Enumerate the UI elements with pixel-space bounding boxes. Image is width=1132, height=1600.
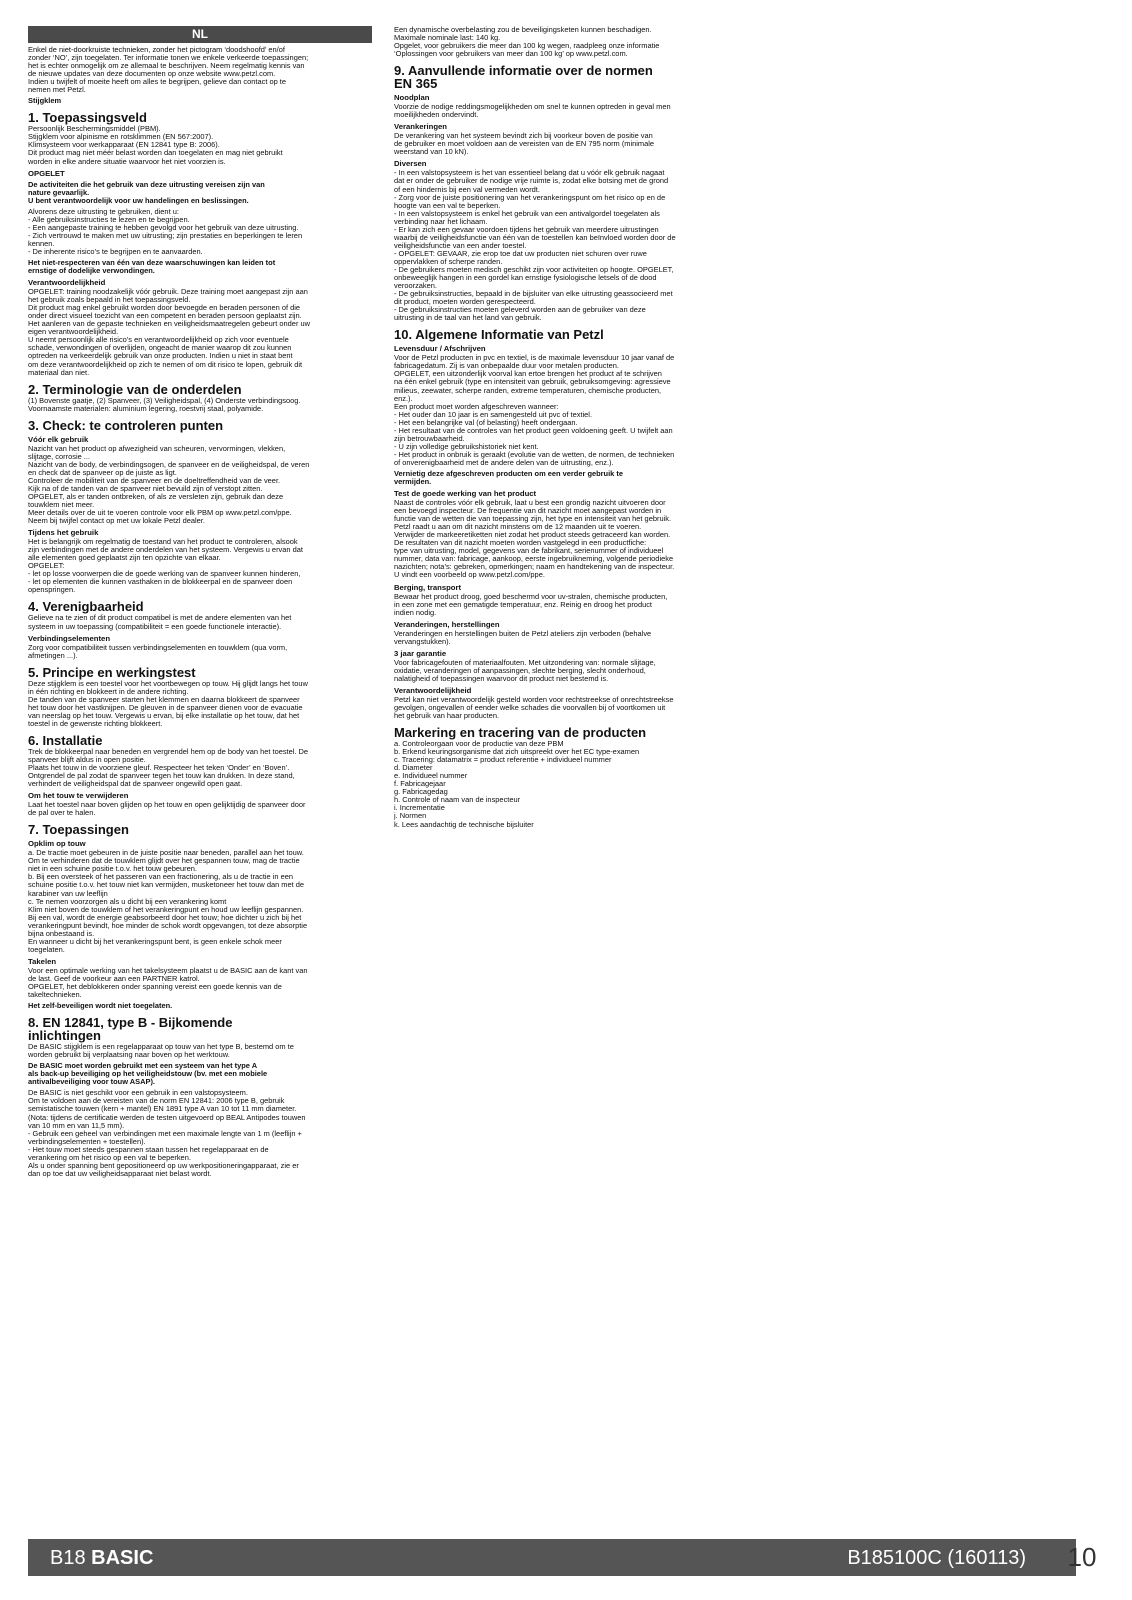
footer (28, 1539, 1076, 1576)
section-1-responsibility-heading: Verantwoordelijkheid (28, 278, 106, 288)
section-4-text: Gelieve na te zien of dit product compatibel is met de andere elementen van het systeem in uw toepassing (compatibiliteit = een goede functionele interactie). (28, 613, 292, 631)
section-3-text-1: Nazicht van het product op afwezigheid van scheuren, vervormingen, vlekken, slijtage, corrosie ... Nazicht van de body, de verbindingsogen, de spanveer en de veiligheidspal, de veren en check dat de spanveer op de juiste as ligt. Controleer de mobiliteit van de spanveer en de doeltreffendheid van de veer. Kijk na of de tanden van de spanveer niet bevuild zijn of verstopt zitten. OPGELET, als er tanden ontbreken, of als ze versleten zijn, gebruik dan deze touwklem niet meer. Meer details over de uit te voeren controle voor elk PBM op www.petzl.com/ppe. Neem bij twijfel contact op met uw lokale Petzl dealer. (28, 443, 310, 526)
document-reference: B185100C (160113) (847, 1547, 1026, 1569)
section-3-heading-2: Tijdens het gebruik (28, 528, 99, 538)
section-4-text-1: Zorg voor compatibiliteit tussen verbindingselementen en touwklem (qua vorm, afmetingen ...). (28, 642, 288, 660)
section-9-heading-3: Diversen (394, 159, 427, 169)
section-9-title: 9. Aanvullende informatie over de normen EN 365 (394, 63, 653, 92)
section-8-text-2: De BASIC is niet geschikt voor een gebruik in een valstopsysteem. Om te voldoen aan de vereisten van de norm EN 12841: 2006 type B, gebruik semistatische touwen (kern + mantel) EN 1891 type A van 10 tot 11 mm diameter. (Nota: tijdens de certificatie werden de testen uitgevoerd op BEAL Antipodes touwen van 10 mm en van 11,5 mm). - Gebruik een geheel van verbindingen met een maximale lengte van 1 m (leeflijn + verbindingselementen + toestellen). - Het touw moet steeds gespannen staan tussen het regelapparaat en de verankering om het risico op een val te beperken. Als u onder spanning bent gepositioneerd op uw werkpositioneringapparaat, zie er dan op toe dat uw veiligheidsapparaat niet belast wordt. (28, 1088, 306, 1178)
section-7-bold: Het zelf-beveiligen wordt niet toegelaten. (28, 1001, 173, 1011)
section-10-text-5: Voor fabricagefouten of materiaalfouten. Met uitzondering van: normale slijtage, oxidatie, veranderingen of aanpassingen, slechte berging, slecht onderhoud, nalatigheid of toepassingen waarvoor dit product niet bestemd is. (394, 657, 656, 683)
section-8-bold: De BASIC moet worden gebruikt met een systeem van het type A als back-up beveiliging op het veiligheidstouw (bv. met een mobiele antivalbeveiliging voor touw ASAP). (28, 1061, 268, 1087)
section-7-text-1: a. De tractie moet gebeuren in de juiste positie naar beneden, parallel aan het touw. Om te verhinderen dat de touwklem glijdt over het gespannen touw, mag de tractie niet in een schuine positie t.o.v. het touw gebeuren. b. Bij een oversteek of het passeren van een fractionering, als u de tractie in een schuine positie t.o.v. het touw niet kan vermijden, musketoneer het touw dan met de karabiner van uw leeflijn c. Te nemen voorzorgen als u dicht bij een verankering komt Klim niet boven de touwklem of het verankeringpunt en houd uw leeflijn gespannen. Bij een val, wordt de energie geabsorbeerd door het touw; hoe dichter u zich bij het verankeringpunt bevindt, hoe minder de schok wordt opgevangen, tot deze absorptie bijna onbestaand is. En wanneer u dicht bij het verankeringspunt bent, is geen enkele schok meer toegelaten. (28, 848, 308, 954)
section-6-text: Trek de blokkeerpal naar beneden en vergrendel hem op de body van het toestel. De spanveer blijft aldus in open positie. Plaats het touw in de voorziene gleuf. Respecteer het teken ‘Onder’ en ‘Boven’. Ontgrendel de pal zodat de spanveer tegen het touw kan drukken. In deze stand, verhindert de veiligheidspal dat de spanveer ongewild open gaat. (28, 746, 309, 789)
section-8-title: 8. EN 12841, type B - Bijkomende inlichtingen (28, 1015, 233, 1044)
section-7-text-2: Voor een optimale werking van het takelsysteem plaatst u de BASIC aan de kant van de last. Geef de voorkeur aan een PARTNER katrol. OPGELET, het deblokkeren onder spanning vereist een goede kennis van de takeltechnieken. (28, 965, 308, 1000)
section-1-text: Persoonlijk Beschermingsmiddel (PBM). Stijgklem voor alpinisme en rotsklimmen (EN 567:2007). Klimsysteem voor werkapparaat (EN 12841 type B: 2006). Dit product mag niet méér belast worden dan toegelaten en mag niet gebruikt worden in elke andere situatie waarvoor het niet voorzien is. (28, 124, 283, 166)
section-8-text: De BASIC stijgklem is een regelapparaat op touw van het type B, bestemd om te worden gebruikt bij verplaatsing naar boven op het werktouw. (28, 1042, 294, 1060)
section-10-text-1: Voor de Petzl producten in pvc en textiel, is de maximale levensduur 10 jaar vanaf de fabricagedatum. Zij is van onbepaalde duur voor metalen producten. OPGELET, een uitzonderlijk voorval kan ertoe brengen het product af te schrijven na één enkel gebruik (type en intensiteit van gebruik, gebruiksomgeving: agressieve milieus, zeewater, scherpe randen, extreme temperaturen, chemische producten, enz.). Een product moet worden afgeschreven wanneer: - Het ouder dan 10 jaar is en samengesteld uit pvc of textiel. - Het een belangrijke val (of belasting) heeft ondergaan. - Het resultaat van de controles van het product geen voldoening geeft. U twijfelt aan zijn betrouwbaarheid. - U zijn volledige gebruikshistoriek niet kent. - Het product in onbruik is geraakt (evolutie van de wetten, de normen, de technieken of onverenigbaarheid met de andere delen van de uitrusting, enz.). (394, 353, 675, 467)
intro-text: Enkel de niet-doorkruiste technieken, zonder het pictogram ‘doodshoofd’ en/of zonder ‘NO’, zijn toegelaten. Ter informatie tonen we enkele verkeerde toepassingen; het is echter onmogelijk om ze allemaal te beschrijven. Neem regelmatig kennis van de nieuwe updates van deze documenten op onze website www.petzl.com. Indien u twijfelt of moeite heeft om alles te begrijpen, gelieve dan contact op te nemen met Petzl. (28, 45, 309, 95)
section-10-title: 10. Algemene Informatie van Petzl (394, 327, 604, 343)
section-10-heading-2: Test de goede werking van het product (394, 489, 537, 499)
section-10-heading-3: Berging, transport (394, 582, 462, 592)
section-10-bold-1: Vernietig deze afgeschreven producten om een verder gebruik te vermijden. (394, 468, 623, 487)
model-code: B18 (50, 1547, 86, 1569)
section-1-warning: OPGELET (28, 168, 65, 178)
section-1-list: Alvorens deze uitrusting te gebruiken, dient u: - Alle gebruiksinstructies te lezen en te begrijpen. - Een aangepaste training te hebben gevolgd voor het gebruik van deze uitrusting. - Zich vertrouwd te maken met uw uitrusting; zijn prestaties en beperkingen te leren kennen. - De inherente risico’s te begrijpen en te aanvaarden. (28, 206, 303, 256)
section-1-title: 1. Toepassingsveld (28, 110, 147, 126)
section-11-title: Markering en tracering van de producten (394, 725, 647, 741)
section-3-heading-1: Vóór elk gebruik (28, 434, 89, 444)
language-label: NL (28, 26, 372, 43)
model-name: BASIC (91, 1547, 154, 1569)
section-10-heading-5: 3 jaar garantie (394, 648, 447, 658)
section-7-heading-1: Opklim op touw (28, 839, 86, 849)
section-10-heading-4: Veranderingen, herstellingen (394, 619, 500, 629)
section-7-heading-2: Takelen (28, 956, 57, 966)
product-type: Stijgklem (28, 96, 62, 106)
section-9-text-1: Voorzie de nodige reddingsmogelijkheden om snel te kunnen optreden in geval men moeilijkheden ondervindt. (394, 102, 671, 120)
section-9-heading-1: Noodplan (394, 93, 430, 103)
section-10-text-4: Veranderingen en herstellingen buiten de Petzl ateliers zijn verboden (behalve vervangstukken). (394, 628, 652, 646)
section-10-heading-1: Levensduur / Afschrijven (394, 344, 486, 354)
right-top-text: Een dynamische overbelasting zou de beveiligingsketen kunnen beschadigen. Maximale nominale last: 140 kg. Opgelet, voor gebruikers die meer dan 100 kg wegen, raadpleeg onze informatie ‘Oplossingen voor gebruikers van meer dan 100 kg’ op www.petzl.com. (394, 25, 660, 59)
section-1-bold-2: Het niet-respecteren van één van deze waarschuwingen kan leiden tot ernstige of dodelijke verwondingen. (28, 257, 276, 276)
section-1-responsibility-text: OPGELET: training noodzakelijk vóór gebruik. Deze training moet aangepast zijn aan het gebruik zoals bepaald in het toepassingsveld. Dit product mag enkel gebruikt worden door bevoegde en beraden personen of die onder direct visueel toezicht van een competent en beraden persoon geplaatst zijn. Het aanleren van de gepaste technieken en veiligheidsmaatregelen gebeurt onder uw eigen verantwoordelijkheid. U neemt persoonlijk alle risico’s en verantwoordelijkheid op zich voor eventuele schade, verwondingen of overlijden, ongeacht de manier waarop dit zou kunnen optreden na verkeerdelijk gebruik van onze producten. Indien u niet in staat bent om deze verantwoordelijkheid op zich te nemen of om dit risico te lopen, gebruik dit materiaal dan niet. (28, 287, 310, 377)
section-10-text-2: Naast de controles vóór elk gebruik, laat u best een grondig nazicht uitvoeren door een bevoegd inspecteur. De frequentie van dit nazicht moet aangepast worden in functie van de wetten die van toepassing zijn, het type en intensiteit van het gebruik. Petzl raadt u aan om dit nazicht minstens om de 12 maanden uit te voeren. Verwijder de markeeretiketten niet zodat het product steeds getraceerd kan worden. De resultaten van dit nazicht moeten worden vastgelegd in een productfiche: type van uitrusting, model, gegevens van de fabrikant, serienummer of individueel nummer, data van: fabricage, aankoop, eerste ingebruikneming, volgende periodieke nazichten; nota’s: gebreken, opmerkingen; naam en handtekening van de inspecteur. U vindt een voorbeeld op www.petzl.com/ppe. (394, 498, 675, 580)
left-column (28, 26, 372, 1178)
section-6-title: 6. Installatie (28, 732, 103, 748)
section-1-bold: De activiteiten die het gebruik van deze uitrusting vereisen zijn van nature gevaarlijk. U bent verantwoordelijk voor uw handelingen en beslissingen. (28, 179, 265, 205)
section-10-heading-6: Verantwoordelijkheid (394, 685, 472, 695)
section-11-text: a. Controleorgaan voor de productie van deze PBM b. Erkend keuringsorganisme dat zich uitspreekt over het EC type-examen c. Tracering: datamatrix = product referentie + individueel nummer d. Diameter e. Individueel nummer f. Fabricagejaar g. Fabricagedag h. Controle of naam van de inspecteur i. Incrementatie j. Normen k. Lees aandachtig de technische bijsluiter (394, 739, 640, 829)
section-5-title: 5. Principe en werkingstest (28, 664, 196, 680)
footer-model (50, 1547, 153, 1570)
section-3-title: 3. Check: te controleren punten (28, 417, 224, 433)
section-4-heading-1: Verbindingselementen (28, 633, 111, 643)
section-5-text: Deze stijgklem is een toestel voor het voortbewegen op touw. Hij glijdt langs het touw in één richting en blokkeert in de andere richting. De tanden van de spanveer starten het klemmen en daarna blokkeert de spanveer het touw door het vastknijpen. De gleuven in de spanveer dienen voor de evacuatie van neerslag op het touw. Vergewis u ervan, bij elke installatie op het touw, dat het toestel in de gewenste richting blokkeert. (28, 678, 308, 728)
section-6-text-1: Laat het toestel naar boven glijden op het touw en open gelijktijdig de spanveer door de pal over te halen. (28, 800, 306, 818)
right-column (394, 26, 738, 829)
section-3-text-2: Het is belangrijk om regelmatig de toestand van het product te controleren, alsook zijn verbindingen met de andere onderdelen van het systeem. Vergewis u ervan dat alle elementen goed geplaatst zijn ten opzichte van elkaar. OPGELET: - let op losse voorwerpen die de goede werking van de spanveer kunnen hinderen, - let op elementen die kunnen vasthaken in de blokkeerpal en de spanveer doen openspringen. (28, 537, 303, 595)
section-10-text-3: Bewaar het product droog, goed beschermd voor uv-stralen, chemische producten, in een zone met een gematigde temperatuur, enz. Reinig en droog het product indien nodig. (394, 591, 668, 617)
section-7-title: 7. Toepassingen (28, 822, 129, 838)
section-4-title: 4. Verenigbaarheid (28, 599, 144, 615)
section-2-title: 2. Terminologie van de onderdelen (28, 381, 242, 397)
page-number: 10 (1067, 1542, 1097, 1572)
section-2-text: (1) Bovenste gaatje, (2) Spanveer, (3) Veiligheidspal, (4) Onderste verbindingsoog. Voornaamste materialen: aluminium legering, roestvrij staal, polyamide. (28, 395, 301, 413)
section-9-text-2: De verankering van het systeem bevindt zich bij voorkeur boven de positie van de gebruiker en moet voldoen aan de vereisten van de EN 795 norm (minimale weerstand van 10 kN). (394, 131, 655, 157)
section-9-heading-2: Verankeringen (394, 122, 447, 132)
section-9-text-3: - In een valstopsysteem is het van essentieel belang dat u vóór elk gebruik nagaat dat er onder de gebruiker de nodige vrije ruimte is, zodat elke botsing met de grond of een hindernis bij een val vermeden wordt. - Zorg voor de juiste positionering van het verankeringspunt om het risico op en de hoogte van een val te beperken. - In een valstopsysteem is enkel het gebruik van een antivalgordel toegelaten als verbinding naar het lichaam. - Er kan zich een gevaar voordoen tijdens het gebruik van meerdere uitrustingen waarbij de veiligheidsfunctie van één van de toestellen kan beïnvloed worden door de veiligheidsfunctie van een ander toestel. - OPGELET: GEVAAR, zie erop toe dat uw producten niet schuren over ruwe oppervlakken of scherpe randen. - De gebruikers moeten medisch geschikt zijn voor activiteiten op hoogte. OPGELET, onbeweeglijk hangen in een gordel kan ernstige fysiologische letsels of de dood veroorzaken. - De gebruiksinstructies, bepaald in de bijsluiter van elke uitrusting geassocieerd met dit product, moeten worden gerespecteerd. - De gebruiksinstructies moeten geleverd worden aan de gebruiker van deze uitrusting in de taal van het land van gebruik. (394, 168, 676, 323)
section-6-heading-1: Om het touw te verwijderen (28, 791, 129, 801)
section-10-text-6: Petzl kan niet verantwoordelijk gesteld worden voor rechtstreekse of onrechtstreekse gevolgen, ongevallen of eender welke schades die voorvallen bij of voortkomen uit het gebruik van haar producten. (394, 694, 674, 720)
